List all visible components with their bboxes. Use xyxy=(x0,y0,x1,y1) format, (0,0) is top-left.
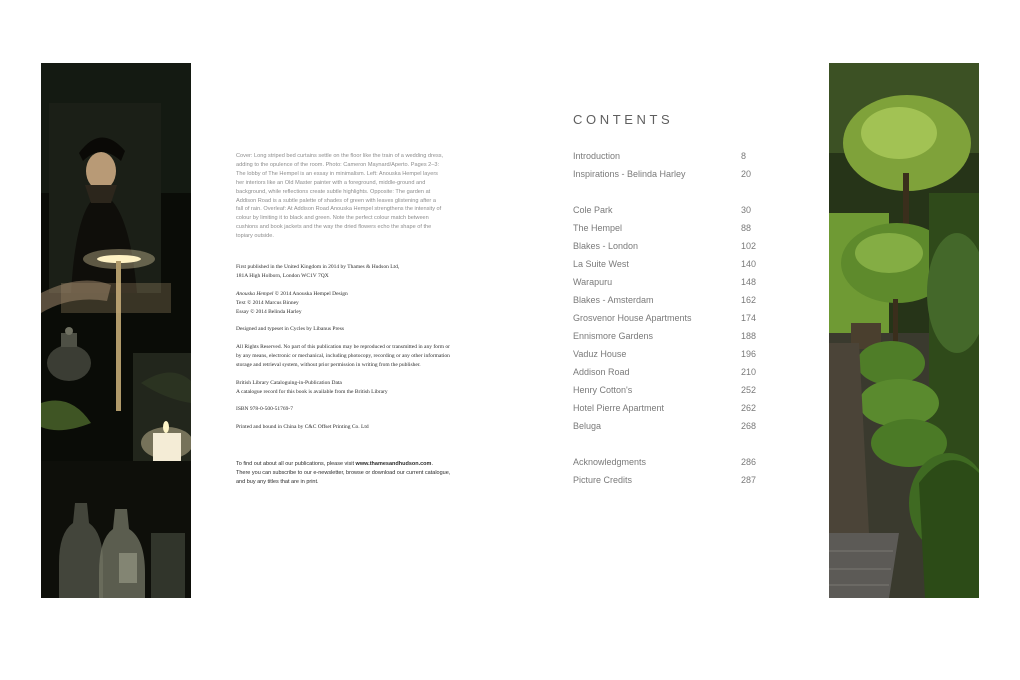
toc-entry-page: 20 xyxy=(741,169,752,179)
toc-entry-title: Introduction xyxy=(573,151,621,161)
toc-entry-page: 88 xyxy=(741,223,752,233)
find-out-text xyxy=(236,460,456,469)
toc-entry[interactable] xyxy=(573,367,763,381)
toc-entry[interactable] xyxy=(573,457,763,471)
photo-credits-caption xyxy=(236,152,444,241)
toc-entry[interactable] xyxy=(573,403,763,417)
toc-entry-title: Picture Credits xyxy=(573,475,633,485)
contents-title: CONTENTS xyxy=(573,112,674,127)
toc-entry[interactable] xyxy=(573,349,763,363)
toc-entry-page: 174 xyxy=(741,313,757,323)
toc-entry-page: 262 xyxy=(741,403,757,413)
toc-entry-page: 148 xyxy=(741,277,757,287)
toc-entry[interactable] xyxy=(573,295,763,309)
toc-entry[interactable] xyxy=(573,241,763,255)
toc-entry-title: Blakes - Amsterdam xyxy=(573,295,654,305)
toc-entry-page: 102 xyxy=(741,241,757,251)
copyright-book-title: Anouska Hempel xyxy=(236,290,274,297)
toc-entry-title: Ennismore Gardens xyxy=(573,331,654,341)
toc-entry-title: Vaduz House xyxy=(573,349,627,359)
toc-entry[interactable] xyxy=(573,313,763,327)
toc-entry-title: Addison Road xyxy=(573,367,630,377)
cip-data xyxy=(236,379,456,397)
first-published-line1: First published in the United Kingdom in 2014 by Thames & Hudson Ltd, xyxy=(236,264,400,270)
toc-entry-page: 196 xyxy=(741,349,757,359)
toc-entry-page: 268 xyxy=(741,421,757,431)
printed-bound: Printed and bound in China by C&C Offset Printing Co. Ltd xyxy=(236,424,369,431)
toc-entry[interactable] xyxy=(573,205,763,219)
rights-reserved: All Rights Reserved. No part of this publication may be reproduced or transmitted in any form or by any means, electronic or mechanical, including photocopy, recording or any other information storage and retrieval system, without prior permission in writing from the publisher. xyxy=(236,344,450,368)
imprint-block xyxy=(236,263,456,441)
find-out-suffix: . xyxy=(431,461,433,467)
toc-entry[interactable] xyxy=(573,259,763,273)
toc-entry-title: Beluga xyxy=(573,421,602,431)
toc-entry-title: Acknowledgments xyxy=(573,457,647,467)
toc-entry-title: Blakes - London xyxy=(573,241,639,251)
toc-entry-page: 286 xyxy=(741,457,757,467)
toc-entry-title: Warapuru xyxy=(573,277,613,287)
toc-entry-page: 140 xyxy=(741,259,757,269)
caption-text: Cover: Long striped bed curtains settle on the floor like the train of a wedding dress, adding to the opulence of the room. Photo: Cameron Maynard/Aperto. Pages 2–3: The lobby of The Hempel is an essay in minimalism. Left: Anouska Hempel layers her interiors like an Old Master painter with a foreground, middle-ground and background, while reflections create subtle highlights. Opposite: The garden at Addison Road is a subtle palette of shades of green with leaves glistening after a fall of rain. Overleaf: At Addison Road Anouska Hempel strengthens the intensity of colour by limiting it to black and green. Note the perfect colour match between cushions and book jackets and the way the dried flowers echo the shape of the topiary outside. xyxy=(236,153,444,240)
toc-entry[interactable] xyxy=(573,385,763,399)
website-link[interactable]: www.thamesandhudson.com xyxy=(355,461,432,467)
first-published xyxy=(236,263,456,281)
cip-line2: A catalogue record for this book is available from the British Library xyxy=(236,388,388,395)
toc-entry-page: 287 xyxy=(741,475,757,485)
subscribe-text: There you can subscribe to our e-newsletter, browse or download our current catalogue, and buy any titles that are in print. xyxy=(236,469,451,485)
toc-entry-title: Hotel Pierre Apartment xyxy=(573,403,665,413)
toc-entry-page: 162 xyxy=(741,295,757,305)
toc-entry-title: La Suite West xyxy=(573,259,629,269)
copyright-essay: Essay © 2014 Belinda Harley xyxy=(236,308,302,315)
first-published-line2: 181A High Holborn, London WC1V 7QX xyxy=(236,272,329,279)
toc-entry[interactable] xyxy=(573,475,763,489)
toc-entry-title: Inspirations - Belinda Harley xyxy=(573,169,686,179)
toc-entry-title: Henry Cotton's xyxy=(573,385,633,395)
toc-entry[interactable] xyxy=(573,151,763,165)
cip-line1: British Library Cataloguing-in-Publication Data xyxy=(236,379,342,386)
copyright-text: Text © 2014 Marcus Binney xyxy=(236,299,299,306)
toc-entry[interactable] xyxy=(573,169,763,183)
toc-entry-page: 252 xyxy=(741,385,757,395)
isbn: ISBN 978-0-500-51769-7 xyxy=(236,406,293,413)
toc-entry[interactable] xyxy=(573,331,763,345)
toc-entry-page: 210 xyxy=(741,367,757,377)
garden-photo xyxy=(829,63,979,598)
designed-typeset: Designed and typeset in Cycles by Libanus Press xyxy=(236,326,344,333)
copyright-book-rest: © 2014 Anouska Hempel Design xyxy=(273,290,348,297)
copyright-notices xyxy=(236,290,456,317)
toc-entry-title: Grosvenor House Apartments xyxy=(573,313,692,323)
interior-photo xyxy=(41,63,191,598)
toc-entry[interactable] xyxy=(573,277,763,291)
candle-hurricane xyxy=(133,353,191,475)
toc-entry-page: 188 xyxy=(741,331,757,341)
find-out-more xyxy=(236,460,456,486)
toc-entry[interactable] xyxy=(573,421,763,435)
toc-entry[interactable] xyxy=(573,223,763,237)
toc-entry-title: Cole Park xyxy=(573,205,613,215)
find-out-prefix: To find out about all our publications, please visit xyxy=(236,461,356,467)
toc-entry-page: 8 xyxy=(741,151,747,161)
toc-entry-title: The Hempel xyxy=(573,223,623,233)
toc-entry-page: 30 xyxy=(741,205,752,215)
